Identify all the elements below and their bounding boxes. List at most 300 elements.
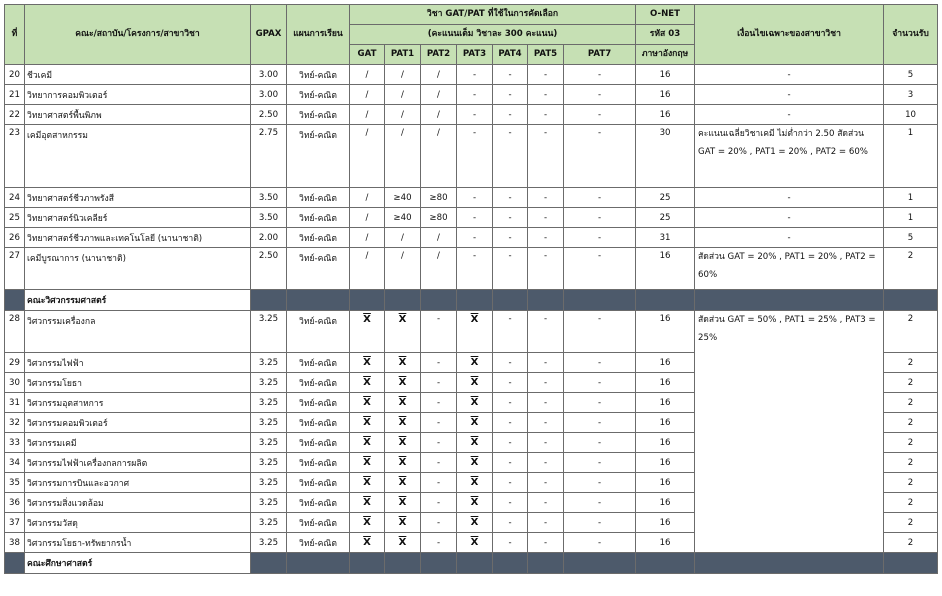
subject-gat: / (350, 85, 385, 105)
section-filler (884, 553, 938, 574)
row-number: 24 (5, 188, 25, 208)
study-plan: วิทย์-คณิต (287, 248, 350, 290)
study-plan: วิทย์-คณิต (287, 533, 350, 553)
onet-score: 16 (636, 433, 695, 453)
onet-score: 16 (636, 373, 695, 393)
subject-gat: / (350, 248, 385, 290)
subject-pat2: - (421, 433, 457, 453)
x-bar-mark: $\overline{X}$ (398, 437, 407, 448)
section-title-engineering: คณะวิศวกรรมศาสตร์ (25, 290, 251, 311)
row-number: 34 (5, 453, 25, 473)
subject-gat (350, 513, 385, 533)
header-onet-line2: รหัส 03 (636, 25, 695, 45)
row-number: 23 (5, 125, 25, 188)
gpax-value: 3.25 (251, 433, 287, 453)
table-row (5, 311, 938, 353)
subject-pat7: - (564, 373, 636, 393)
subject-pat5: - (528, 105, 564, 125)
program-name: วิศวกรรมการบินและอวกาศ (25, 473, 251, 493)
subject-gat: / (350, 228, 385, 248)
section-filler (287, 553, 350, 574)
seats-count: 2 (884, 493, 938, 513)
subject-pat5: - (528, 453, 564, 473)
section-filler (350, 290, 385, 311)
study-plan: วิทย์-คณิต (287, 353, 350, 373)
subject-pat5: - (528, 533, 564, 553)
study-plan: วิทย์-คณิต (287, 85, 350, 105)
gpax-value: 2.00 (251, 228, 287, 248)
subject-pat4: - (493, 228, 528, 248)
subject-pat7: - (564, 208, 636, 228)
x-bar-mark: $\overline{X}$ (470, 437, 479, 448)
x-bar-mark: $\overline{X}$ (363, 397, 371, 408)
section-filler (385, 290, 421, 311)
x-bar-mark: $\overline{X}$ (398, 477, 407, 488)
subject-pat2: - (421, 353, 457, 373)
subject-pat4: - (493, 248, 528, 290)
study-plan: วิทย์-คณิต (287, 65, 350, 85)
subject-pat2: - (421, 473, 457, 493)
subject-pat1 (385, 393, 421, 413)
subject-pat7: - (564, 105, 636, 125)
subject-pat2: - (421, 413, 457, 433)
study-plan: วิทย์-คณิต (287, 105, 350, 125)
seats-count: 2 (884, 433, 938, 453)
seats-count: 5 (884, 65, 938, 85)
onet-score: 25 (636, 208, 695, 228)
section-filler (421, 290, 457, 311)
onet-score: 16 (636, 311, 695, 353)
onet-score: 16 (636, 105, 695, 125)
seats-count: 2 (884, 513, 938, 533)
subject-gat (350, 453, 385, 473)
subject-gat (350, 311, 385, 353)
onet-score: 16 (636, 393, 695, 413)
section-row-engineering (5, 290, 938, 311)
seats-count: 3 (884, 85, 938, 105)
program-name: เคมีบูรณาการ (นานาชาติ) (25, 248, 251, 290)
program-name: วิศวกรรมเคมี (25, 433, 251, 453)
table-row (5, 248, 938, 290)
x-bar-mark: $\overline{X}$ (470, 457, 479, 468)
x-bar-mark: $\overline{X}$ (363, 497, 371, 508)
section-filler (528, 553, 564, 574)
study-plan: วิทย์-คณิต (287, 228, 350, 248)
program-condition: - (695, 228, 884, 248)
header-subject-pat7: PAT7 (564, 45, 636, 65)
section-filler (564, 290, 636, 311)
subject-gat (350, 493, 385, 513)
subject-pat7: - (564, 433, 636, 453)
header-gat-pat-title: วิชา GAT/PAT ที่ใช้ในการคัดเลือก (350, 5, 636, 25)
x-bar-mark: $\overline{X}$ (363, 437, 371, 448)
x-bar-mark: $\overline{X}$ (363, 457, 371, 468)
gpax-value: 3.25 (251, 373, 287, 393)
header-gpax: GPAX (251, 5, 287, 65)
row-number: 31 (5, 393, 25, 413)
program-name: เคมีอุตสาหกรรม (25, 125, 251, 188)
subject-pat3 (457, 473, 493, 493)
subject-pat3: - (457, 85, 493, 105)
study-plan: วิทย์-คณิต (287, 513, 350, 533)
subject-pat4: - (493, 533, 528, 553)
gpax-value: 3.25 (251, 493, 287, 513)
header-no: ที่ (5, 5, 25, 65)
subject-pat2: - (421, 533, 457, 553)
subject-pat7: - (564, 393, 636, 413)
study-plan: วิทย์-คณิต (287, 373, 350, 393)
header-subject-pat2: PAT2 (421, 45, 457, 65)
program-name: วิศวกรรมไฟฟ้า (25, 353, 251, 373)
admission-requirements-table (4, 4, 938, 574)
subject-pat7: - (564, 125, 636, 188)
gpax-value: 3.25 (251, 353, 287, 373)
subject-pat7: - (564, 188, 636, 208)
subject-pat2: - (421, 373, 457, 393)
gpax-value: 3.25 (251, 513, 287, 533)
subject-gat: / (350, 105, 385, 125)
onet-score: 16 (636, 493, 695, 513)
subject-pat3: - (457, 105, 493, 125)
subject-pat3 (457, 493, 493, 513)
program-name: วิทยาศาสตร์ชีวภาพรังสี (25, 188, 251, 208)
study-plan: วิทย์-คณิต (287, 493, 350, 513)
row-number: 20 (5, 65, 25, 85)
x-bar-mark: $\overline{X}$ (363, 314, 371, 325)
program-name: วิศวกรรมวัสดุ (25, 513, 251, 533)
subject-pat5: - (528, 493, 564, 513)
row-number: 32 (5, 413, 25, 433)
x-bar-mark: $\overline{X}$ (398, 417, 407, 428)
subject-pat5: - (528, 373, 564, 393)
subject-pat4: - (493, 373, 528, 393)
seats-count: 2 (884, 533, 938, 553)
subject-pat2: ≥80 (421, 208, 457, 228)
x-bar-mark: $\overline{X}$ (470, 497, 479, 508)
section-filler (695, 553, 884, 574)
subject-pat3 (457, 373, 493, 393)
subject-pat4: - (493, 393, 528, 413)
subject-pat3: - (457, 125, 493, 188)
subject-pat3 (457, 353, 493, 373)
program-name: วิศวกรรมอุตสาหการ (25, 393, 251, 413)
subject-pat7: - (564, 473, 636, 493)
seats-count: 2 (884, 373, 938, 393)
program-condition: สัดส่วน GAT = 20% , PAT1 = 20% , PAT2 = 60% (695, 248, 884, 290)
program-name: วิทยาศาสตร์ชีวภาพและเทคโนโลยี (นานาชาติ) (25, 228, 251, 248)
gpax-value: 2.50 (251, 248, 287, 290)
program-condition: - (695, 85, 884, 105)
header-seats: จำนวนรับ (884, 5, 938, 65)
gpax-value: 3.25 (251, 311, 287, 353)
onet-score: 31 (636, 228, 695, 248)
subject-pat7: - (564, 513, 636, 533)
seats-count: 2 (884, 248, 938, 290)
gpax-value: 2.50 (251, 105, 287, 125)
subject-pat3: - (457, 228, 493, 248)
seats-count: 1 (884, 125, 938, 188)
section-filler (528, 290, 564, 311)
subject-pat1: / (385, 248, 421, 290)
subject-pat4: - (493, 473, 528, 493)
subject-pat4: - (493, 208, 528, 228)
x-bar-mark: $\overline{X}$ (470, 357, 479, 368)
subject-gat: / (350, 208, 385, 228)
onet-score: 30 (636, 125, 695, 188)
subject-pat4: - (493, 433, 528, 453)
onet-score: 16 (636, 453, 695, 473)
subject-pat1: / (385, 228, 421, 248)
subject-pat4: - (493, 493, 528, 513)
x-bar-mark: $\overline{X}$ (363, 537, 371, 548)
study-plan: วิทย์-คณิต (287, 311, 350, 353)
gpax-value: 3.50 (251, 188, 287, 208)
subject-gat (350, 473, 385, 493)
section-filler (251, 290, 287, 311)
subject-pat1 (385, 311, 421, 353)
x-bar-mark: $\overline{X}$ (398, 377, 407, 388)
subject-pat2: ≥80 (421, 188, 457, 208)
section-filler (493, 290, 528, 311)
subject-gat (350, 433, 385, 453)
subject-pat5: - (528, 248, 564, 290)
header-faculty: คณะ/สถาบัน/โครงการ/สาขาวิชา (25, 5, 251, 65)
header-gat-pat-sub: (คะแนนเต็ม วิชาละ 300 คะแนน) (350, 25, 636, 45)
subject-gat (350, 353, 385, 373)
header-onet-line3: ภาษาอังกฤษ (636, 45, 695, 65)
x-bar-mark: $\overline{X}$ (398, 537, 407, 548)
table-row (5, 85, 938, 105)
subject-pat3 (457, 311, 493, 353)
x-bar-mark: $\overline{X}$ (363, 477, 371, 488)
subject-pat1 (385, 493, 421, 513)
program-name: วิศวกรรมสิ่งแวดล้อม (25, 493, 251, 513)
onet-score: 16 (636, 65, 695, 85)
subject-pat1: ≥40 (385, 188, 421, 208)
x-bar-mark: $\overline{X}$ (470, 377, 479, 388)
x-bar-mark: $\overline{X}$ (470, 477, 479, 488)
row-number: 35 (5, 473, 25, 493)
row-number: 28 (5, 311, 25, 353)
subject-pat5: - (528, 311, 564, 353)
subject-pat1 (385, 473, 421, 493)
seats-count: 1 (884, 188, 938, 208)
section-filler (457, 553, 493, 574)
row-number: 27 (5, 248, 25, 290)
header-condition: เงื่อนไขเฉพาะของสาขาวิชา (695, 5, 884, 65)
subject-pat2: - (421, 311, 457, 353)
subject-pat7: - (564, 453, 636, 473)
study-plan: วิทย์-คณิต (287, 208, 350, 228)
subject-gat (350, 373, 385, 393)
subject-pat1 (385, 413, 421, 433)
section-filler (457, 290, 493, 311)
subject-pat5: - (528, 393, 564, 413)
section-filler (287, 290, 350, 311)
onet-score: 16 (636, 413, 695, 433)
study-plan: วิทย์-คณิต (287, 188, 350, 208)
subject-pat4: - (493, 513, 528, 533)
subject-pat5: - (528, 85, 564, 105)
row-number: 38 (5, 533, 25, 553)
section-filler (385, 553, 421, 574)
subject-pat5: - (528, 125, 564, 188)
section-filler (421, 553, 457, 574)
subject-pat3 (457, 433, 493, 453)
subject-pat7: - (564, 353, 636, 373)
subject-gat (350, 533, 385, 553)
subject-pat7: - (564, 311, 636, 353)
subject-pat2: / (421, 85, 457, 105)
seats-count: 10 (884, 105, 938, 125)
x-bar-mark: $\overline{X}$ (470, 314, 479, 325)
study-plan: วิทย์-คณิต (287, 413, 350, 433)
table-row (5, 188, 938, 208)
x-bar-mark: $\overline{X}$ (363, 357, 371, 368)
subject-gat: / (350, 65, 385, 85)
subject-pat4: - (493, 353, 528, 373)
row-number: 30 (5, 373, 25, 393)
subject-pat7: - (564, 228, 636, 248)
subject-pat5: - (528, 353, 564, 373)
onet-score: 16 (636, 248, 695, 290)
subject-pat1 (385, 533, 421, 553)
subject-pat7: - (564, 65, 636, 85)
section-filler (564, 553, 636, 574)
subject-pat1: / (385, 85, 421, 105)
gpax-value: 3.25 (251, 533, 287, 553)
x-bar-mark: $\overline{X}$ (470, 517, 479, 528)
onet-score: 16 (636, 473, 695, 493)
seats-count: 2 (884, 453, 938, 473)
program-name: วิทยาศาสตร์พื้นพิภพ (25, 105, 251, 125)
subject-pat1 (385, 353, 421, 373)
admission-table-container (4, 4, 938, 574)
x-bar-mark: $\overline{X}$ (398, 457, 407, 468)
program-name: วิทยาการคอมพิวเตอร์ (25, 85, 251, 105)
subject-pat3 (457, 413, 493, 433)
subject-pat5: - (528, 65, 564, 85)
subject-pat7: - (564, 493, 636, 513)
table-row (5, 125, 938, 188)
subject-pat4: - (493, 188, 528, 208)
onet-score: 16 (636, 353, 695, 373)
seats-count: 2 (884, 311, 938, 353)
subject-pat4: - (493, 311, 528, 353)
subject-pat3 (457, 393, 493, 413)
seats-count: 5 (884, 228, 938, 248)
subject-pat5: - (528, 473, 564, 493)
subject-pat3 (457, 453, 493, 473)
subject-pat2: / (421, 105, 457, 125)
subject-pat1 (385, 373, 421, 393)
program-name: วิศวกรรมเครื่องกล (25, 311, 251, 353)
section-filler (636, 553, 695, 574)
study-plan: วิทย์-คณิต (287, 125, 350, 188)
subject-pat1: / (385, 105, 421, 125)
header-subject-pat1: PAT1 (385, 45, 421, 65)
program-condition: - (695, 208, 884, 228)
header-subject-pat3: PAT3 (457, 45, 493, 65)
subject-pat4: - (493, 453, 528, 473)
section-row-education (5, 553, 938, 574)
seats-count: 2 (884, 413, 938, 433)
section-filler (636, 290, 695, 311)
section-filler (251, 553, 287, 574)
row-number: 37 (5, 513, 25, 533)
gpax-value: 3.25 (251, 473, 287, 493)
table-row (5, 65, 938, 85)
study-plan: วิทย์-คณิต (287, 393, 350, 413)
program-name: วิศวกรรมไฟฟ้าเครื่องกลการผลิต (25, 453, 251, 473)
subject-pat5: - (528, 188, 564, 208)
row-number: 33 (5, 433, 25, 453)
x-bar-mark: $\overline{X}$ (398, 314, 407, 325)
subject-pat4: - (493, 65, 528, 85)
section-filler (884, 290, 938, 311)
table-row (5, 105, 938, 125)
program-condition: - (695, 105, 884, 125)
onet-score: 16 (636, 513, 695, 533)
subject-pat7: - (564, 413, 636, 433)
onet-score: 25 (636, 188, 695, 208)
header-plan: แผนการเรียน (287, 5, 350, 65)
seats-count: 2 (884, 393, 938, 413)
program-name: วิทยาศาสตร์นิวเคลียร์ (25, 208, 251, 228)
subject-pat5: - (528, 413, 564, 433)
seats-count: 1 (884, 208, 938, 228)
row-number: 36 (5, 493, 25, 513)
subject-gat: / (350, 188, 385, 208)
subject-pat1 (385, 453, 421, 473)
subject-pat7: - (564, 85, 636, 105)
x-bar-mark: $\overline{X}$ (363, 417, 371, 428)
subject-gat (350, 393, 385, 413)
x-bar-mark: $\overline{X}$ (398, 517, 407, 528)
row-number: 22 (5, 105, 25, 125)
x-bar-mark: $\overline{X}$ (470, 537, 479, 548)
onet-score: 16 (636, 533, 695, 553)
subject-pat4: - (493, 125, 528, 188)
table-row (5, 208, 938, 228)
section-filler (5, 553, 25, 574)
program-condition: - (695, 65, 884, 85)
subject-pat3 (457, 533, 493, 553)
subject-pat7: - (564, 248, 636, 290)
subject-pat3 (457, 513, 493, 533)
subject-pat4: - (493, 413, 528, 433)
seats-count: 2 (884, 353, 938, 373)
subject-pat1: / (385, 65, 421, 85)
header-subject-pat4: PAT4 (493, 45, 528, 65)
row-number: 29 (5, 353, 25, 373)
gpax-value: 3.00 (251, 85, 287, 105)
header-subject-gat: GAT (350, 45, 385, 65)
x-bar-mark: $\overline{X}$ (398, 397, 407, 408)
subject-pat1: / (385, 125, 421, 188)
section-filler (350, 553, 385, 574)
subject-pat4: - (493, 105, 528, 125)
subject-pat2: / (421, 125, 457, 188)
gpax-value: 3.50 (251, 208, 287, 228)
subject-pat5: - (528, 433, 564, 453)
x-bar-mark: $\overline{X}$ (363, 377, 371, 388)
x-bar-mark: $\overline{X}$ (363, 517, 371, 528)
subject-pat3: - (457, 248, 493, 290)
row-number: 21 (5, 85, 25, 105)
subject-pat7: - (564, 533, 636, 553)
header-onet-line1: O-NET (636, 5, 695, 25)
